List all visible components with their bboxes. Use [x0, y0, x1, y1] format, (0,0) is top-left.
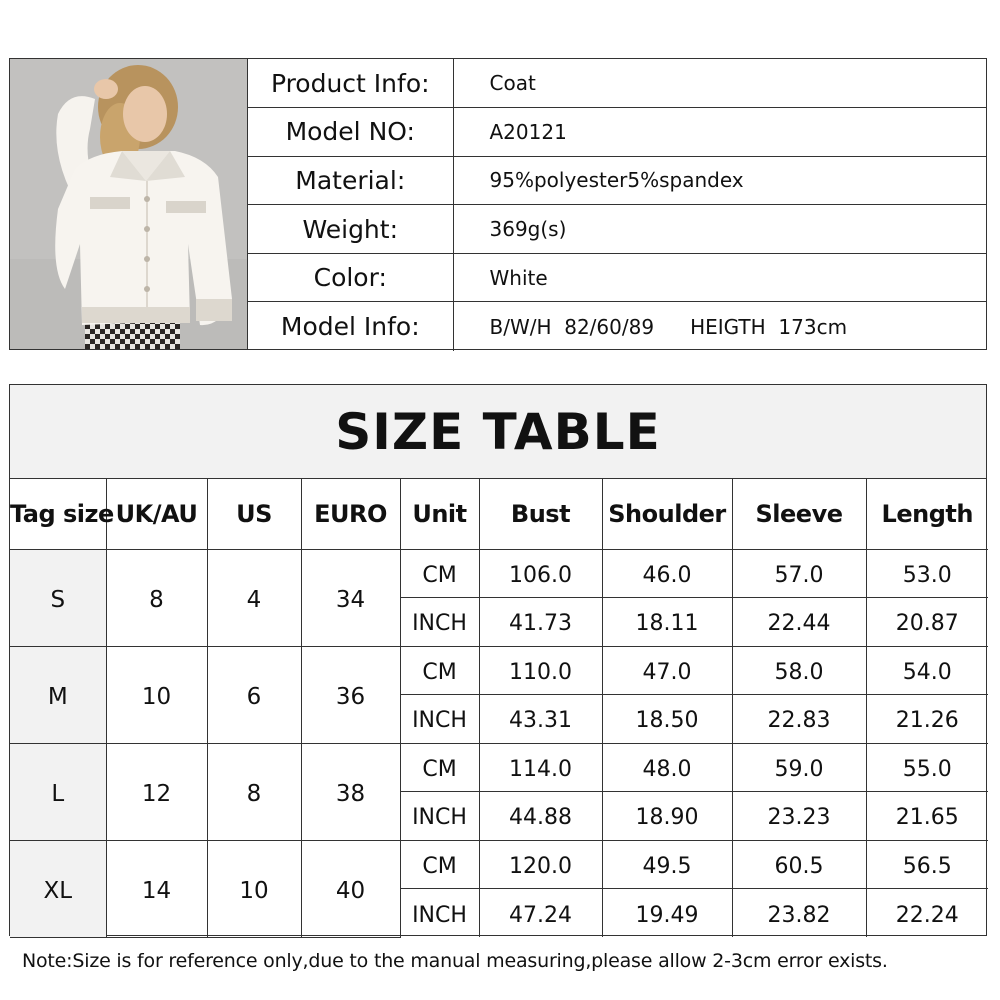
info-label: Color:	[248, 253, 453, 302]
length-cell: 55.0	[866, 743, 988, 792]
shoulder-cell: 46.0	[602, 549, 732, 598]
info-value: White	[453, 253, 986, 302]
length-cell: 22.24	[866, 889, 988, 938]
uk-au-cell: 8	[106, 549, 207, 646]
sleeve-cell: 60.5	[732, 840, 866, 889]
uk-au-cell: 12	[106, 743, 207, 840]
sleeve-cell: 22.44	[732, 598, 866, 647]
bust-cell: 114.0	[479, 743, 602, 792]
unit-cell: INCH	[400, 792, 479, 841]
info-row-model-no	[248, 108, 986, 157]
size-table	[10, 479, 988, 938]
tag-size-cell: XL	[10, 840, 106, 937]
unit-cell: CM	[400, 840, 479, 889]
shoulder-cell: 47.0	[602, 646, 732, 695]
tag-size-cell: M	[10, 646, 106, 743]
info-row-material	[248, 156, 986, 205]
header-tag-size: Tag size	[10, 479, 106, 549]
shoulder-cell: 18.11	[602, 598, 732, 647]
header-uk-au: UK/AU	[106, 479, 207, 549]
header-bust: Bust	[479, 479, 602, 549]
sleeve-cell: 58.0	[732, 646, 866, 695]
model-photo	[10, 59, 248, 349]
unit-cell: INCH	[400, 695, 479, 744]
unit-cell: CM	[400, 549, 479, 598]
unit-cell: INCH	[400, 889, 479, 938]
info-label: Weight:	[248, 205, 453, 254]
length-cell: 21.26	[866, 695, 988, 744]
header-length: Length	[866, 479, 988, 549]
info-label: Product Info:	[248, 59, 453, 108]
shoulder-cell: 18.90	[602, 792, 732, 841]
sleeve-cell: 22.83	[732, 695, 866, 744]
unit-cell: CM	[400, 646, 479, 695]
size-header-row	[10, 479, 988, 549]
length-cell: 20.87	[866, 598, 988, 647]
info-value: A20121	[453, 108, 986, 157]
info-value: Coat	[453, 59, 986, 108]
unit-cell: CM	[400, 743, 479, 792]
bust-cell: 106.0	[479, 549, 602, 598]
header-us: US	[207, 479, 301, 549]
info-label: Model Info:	[248, 302, 453, 351]
model-info-value	[453, 302, 986, 351]
size-table-title: SIZE TABLE	[10, 385, 986, 479]
info-row-color	[248, 253, 986, 302]
euro-cell: 38	[301, 743, 400, 840]
size-row-cm	[10, 743, 988, 792]
us-cell: 8	[207, 743, 301, 840]
measure-label: B/W/H	[489, 314, 552, 339]
size-row-cm	[10, 646, 988, 695]
euro-cell: 34	[301, 549, 400, 646]
header-unit: Unit	[400, 479, 479, 549]
tag-size-cell: L	[10, 743, 106, 840]
info-label: Material:	[248, 156, 453, 205]
length-cell: 53.0	[866, 549, 988, 598]
height-value: 173cm	[778, 314, 848, 339]
size-row-cm	[10, 840, 988, 889]
info-value: 369g(s)	[453, 205, 986, 254]
shoulder-cell: 49.5	[602, 840, 732, 889]
model-photo-illustration	[10, 59, 248, 349]
sleeve-cell: 57.0	[732, 549, 866, 598]
length-cell: 56.5	[866, 840, 988, 889]
sleeve-cell: 59.0	[732, 743, 866, 792]
header-sleeve: Sleeve	[732, 479, 866, 549]
info-row-model-info	[248, 302, 986, 351]
size-note: Note:Size is for reference only,due to the manual measuring,please allow 2-3cm error exists.	[22, 950, 888, 972]
unit-cell: INCH	[400, 598, 479, 647]
us-cell: 6	[207, 646, 301, 743]
product-info-table	[248, 59, 986, 351]
bust-cell: 120.0	[479, 840, 602, 889]
bust-cell: 110.0	[479, 646, 602, 695]
size-row-cm	[10, 549, 988, 598]
bust-cell: 43.31	[479, 695, 602, 744]
euro-cell: 36	[301, 646, 400, 743]
header-shoulder: Shoulder	[602, 479, 732, 549]
header-euro: EURO	[301, 479, 400, 549]
shoulder-cell: 18.50	[602, 695, 732, 744]
size-table-block	[9, 384, 987, 936]
info-row-product	[248, 59, 986, 108]
height-label: HEIGTH	[690, 314, 766, 339]
sleeve-cell: 23.82	[732, 889, 866, 938]
us-cell: 10	[207, 840, 301, 937]
measure-value: 82/60/89	[564, 314, 655, 339]
shoulder-cell: 19.49	[602, 889, 732, 938]
bust-cell: 47.24	[479, 889, 602, 938]
uk-au-cell: 10	[106, 646, 207, 743]
shoulder-cell: 48.0	[602, 743, 732, 792]
product-info-block	[9, 58, 987, 350]
tag-size-cell: S	[10, 549, 106, 646]
uk-au-cell: 14	[106, 840, 207, 937]
info-row-weight	[248, 205, 986, 254]
sleeve-cell: 23.23	[732, 792, 866, 841]
bust-cell: 41.73	[479, 598, 602, 647]
us-cell: 4	[207, 549, 301, 646]
euro-cell: 40	[301, 840, 400, 937]
info-value: 95%polyester5%spandex	[453, 156, 986, 205]
length-cell: 54.0	[866, 646, 988, 695]
length-cell: 21.65	[866, 792, 988, 841]
bust-cell: 44.88	[479, 792, 602, 841]
info-label: Model NO:	[248, 108, 453, 157]
